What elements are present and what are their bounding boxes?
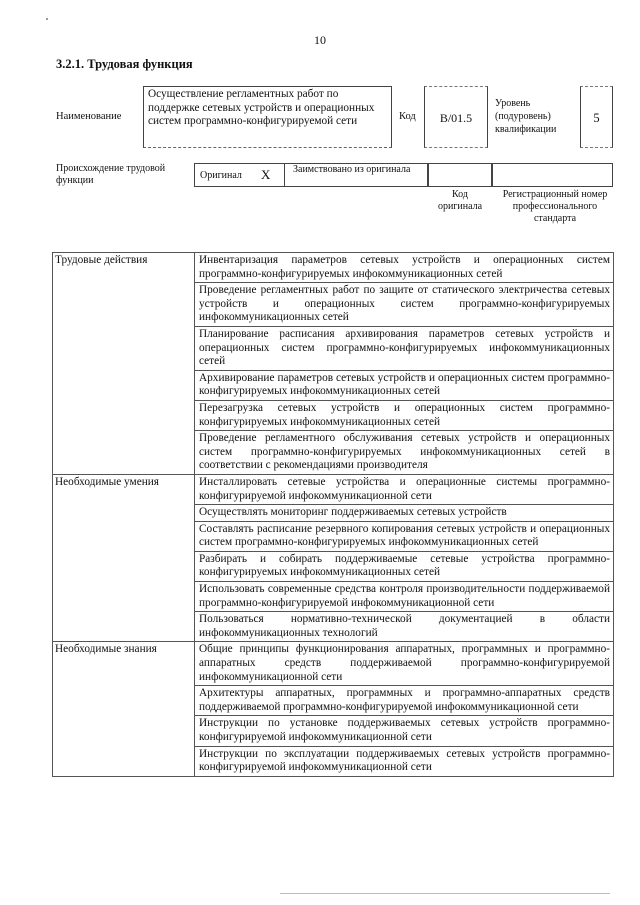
table-row xyxy=(53,326,614,370)
category-spacer xyxy=(53,505,195,522)
function-name: Осуществление регламентных работ по поддержке сетевых устройств и операционных систем программно-конфигурируемой сети xyxy=(148,88,375,127)
reg-number-caption: Регистрационный номер профессионального стандарта xyxy=(502,189,608,224)
category-spacer xyxy=(53,716,195,746)
table-row xyxy=(53,551,614,581)
list-item: Составлять расписание резервного копирования сетевых устройств и операционных систем программно-конфигурируемых инфокоммуникационных сетей xyxy=(195,521,614,551)
table-row xyxy=(53,582,614,612)
list-item: Пользоваться нормативно-технической документацией в области инфокоммуникационных технологий xyxy=(195,612,614,642)
list-item: Разбирать и собирать поддерживаемые сетевые устройства программно-конфигурируемых инфокоммуникационных сетей xyxy=(195,551,614,581)
list-item: Осуществлять мониторинг поддерживаемых сетевых устройств xyxy=(195,505,614,522)
section-title: 3.2.1. Трудовая функция xyxy=(56,57,193,71)
list-item: Перезагрузка сетевых устройств и операционных систем программно-конфигурируемых инфокоммуникационных сетей xyxy=(195,400,614,430)
category-spacer xyxy=(53,431,195,475)
list-item: Инструкции по эксплуатации поддерживаемых сетевых устройств программно-конфигурируемой инфокоммуникационной сети xyxy=(195,746,614,776)
table-row xyxy=(53,612,614,642)
category-spacer xyxy=(53,686,195,716)
table-row xyxy=(53,431,614,475)
original-mark: X xyxy=(261,167,271,182)
name-value-box xyxy=(143,86,392,148)
code-label: Код xyxy=(399,111,416,122)
list-item: Инвентаризация параметров сетевых устройств и операционных систем программно-конфигурируемых инфокоммуникационных сетей xyxy=(195,253,614,283)
reg-number-box xyxy=(492,163,613,187)
category-spacer xyxy=(53,612,195,642)
level-value-box xyxy=(580,86,613,148)
table-row xyxy=(53,370,614,400)
list-item: Проведение регламентных работ по защите от статического электричества сетевых устройств и операционных систем программно-конфигурируемых инфокоммуникационных сетей xyxy=(195,283,614,327)
category-spacer xyxy=(53,521,195,551)
category-spacer xyxy=(53,746,195,776)
list-item: Архивирование параметров сетевых устройств и операционных систем программно-конфигурируемых инфокоммуникационных сетей xyxy=(195,370,614,400)
table-row xyxy=(53,253,614,283)
list-item: Архитектуры аппаратных, программных и программно-аппаратных средств поддерживаемой программно-конфигурируемой инфокоммуникационной сети xyxy=(195,686,614,716)
category-spacer xyxy=(53,283,195,327)
code-value: B/01.5 xyxy=(439,111,473,125)
category-label: Трудовые действия xyxy=(53,253,195,283)
origin-label: Происхождение трудовой функции xyxy=(56,163,166,186)
page-number: 10 xyxy=(314,33,326,47)
table-row xyxy=(53,505,614,522)
original-label: Оригинал xyxy=(200,170,242,181)
table-row xyxy=(53,746,614,776)
original-box xyxy=(194,163,284,187)
category-spacer xyxy=(53,400,195,430)
function-details-table xyxy=(52,252,614,777)
table-row xyxy=(53,716,614,746)
category-spacer xyxy=(53,582,195,612)
code-value-box xyxy=(424,86,488,148)
category-spacer xyxy=(53,551,195,581)
bottom-rule xyxy=(280,893,610,894)
list-item: Использовать современные средства контроля производительности поддерживаемой программно-конфигурируемой инфокоммуникационной сети xyxy=(195,582,614,612)
name-label: Наименование xyxy=(56,111,122,122)
scan-speck xyxy=(46,18,48,20)
level-label: Уровень (подуровень) квалификации xyxy=(495,98,557,135)
borrowed-box xyxy=(284,163,428,187)
list-item: Проведение регламентного обслуживания сетевых устройств и операционных систем программно-конфигурируемых инфокоммуникационных сетей в соответствии с рекомендациями производителя xyxy=(195,431,614,475)
list-item: Инструкции по установке поддерживаемых сетевых устройств программно-конфигурируемой инфокоммуникационной сети xyxy=(195,716,614,746)
category-label: Необходимые знания xyxy=(53,642,195,686)
table-row xyxy=(53,474,614,504)
list-item: Планирование расписания архивирования параметров сетевых устройств и операционных систем программно-конфигурируемых инфокоммуникационных сетей xyxy=(195,326,614,370)
borrowed-label: Заимствовано из оригинала xyxy=(293,164,411,175)
category-spacer xyxy=(53,370,195,400)
list-item: Инсталлировать сетевые устройства и операционные системы программно-конфигурируемой инфокоммуникационной сети xyxy=(195,474,614,504)
table-row xyxy=(53,400,614,430)
table-row xyxy=(53,642,614,686)
table-row xyxy=(53,686,614,716)
table-row xyxy=(53,283,614,327)
level-value: 5 xyxy=(593,111,600,125)
category-label: Необходимые умения xyxy=(53,474,195,504)
category-spacer xyxy=(53,326,195,370)
code-original-caption: Код оригинала xyxy=(437,189,483,212)
list-item: Общие принципы функционирования аппаратных, программных и программно-аппаратных средств поддерживаемой программно-конфигурируемой инфокоммуникационной сети xyxy=(195,642,614,686)
table-row xyxy=(53,521,614,551)
code-original-box xyxy=(428,163,492,187)
